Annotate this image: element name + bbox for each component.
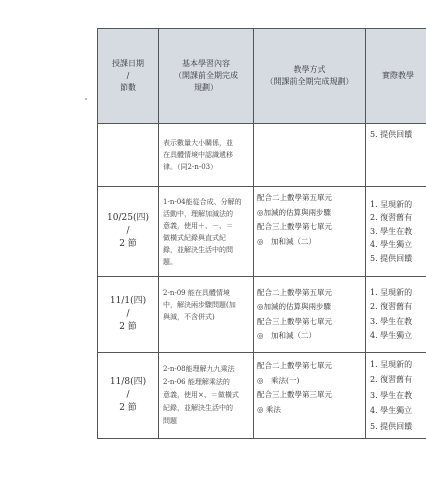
cell-method [254, 187, 366, 277]
cell-date [98, 353, 159, 439]
actual-line: 2. 復習舊有 [370, 213, 413, 223]
table-header-row [98, 29, 426, 124]
header-date-line: / [126, 71, 130, 80]
content-line: 1-n-04能從合成、分解的 [163, 197, 242, 206]
actual-line: 5. 提供回饋 [370, 130, 413, 139]
actual-line: 3. 學生在教 [370, 316, 413, 326]
actual-line: 5. 提供回饋 [370, 253, 413, 263]
cell-content [159, 353, 254, 439]
header-method [254, 29, 366, 124]
date-line: 10/25(四) [107, 213, 149, 223]
method-line: ◎加減的估算與兩步驟 [257, 302, 332, 311]
actual-line: 2. 復習舊有 [370, 375, 413, 385]
header-date [98, 29, 159, 124]
scan-speck [85, 98, 87, 100]
method-line: ◎ 加和減（二） [257, 236, 317, 246]
date-line: / [126, 226, 130, 236]
header-date-line: 授課日期 [112, 59, 144, 68]
content-line: 表示數量大小關係，並 [163, 139, 233, 147]
content-line: 中，解決兩步驟問題(加 [163, 301, 236, 309]
date-line: / [126, 390, 130, 400]
actual-line: 4. 學生獨立 [370, 406, 413, 416]
header-method-line: 教學方式 [293, 65, 326, 74]
cell-method [254, 124, 366, 187]
cell-date [98, 124, 159, 187]
header-method-line: （開課前全期完成規劃） [265, 77, 354, 86]
date-line: 2 節 [119, 322, 137, 332]
cell-content [159, 277, 254, 353]
lesson-plan-table [97, 28, 426, 439]
content-line: 做橫式紀錄與直式紀 [163, 233, 226, 242]
date-line: / [126, 309, 130, 319]
content-line: 律。（同2-n-03） [163, 163, 218, 171]
cell-actual [366, 353, 426, 439]
method-line: 配合三上數學第七單元 [257, 316, 332, 326]
content-line: 2-n-09 能在具體情境 [163, 289, 230, 297]
method-line: ◎ 乘法(一) [257, 375, 300, 385]
method-line: 配合二上數學第五單元 [257, 193, 332, 202]
date-line: 11/8(四) [109, 377, 147, 387]
cell-date [98, 187, 159, 277]
actual-line: 2. 復習舊有 [370, 302, 413, 311]
method-line: ◎加減的估算與兩步驟 [257, 207, 332, 217]
content-line: 與減，不含併式) [163, 313, 215, 321]
date-line: 2 節 [119, 403, 137, 413]
actual-line: 3. 學生在教 [370, 226, 413, 236]
actual-line: 5. 提供回饋 [370, 421, 413, 431]
actual-line: 1. 呈現新的 [370, 359, 413, 369]
header-content-line: 規劃） [194, 83, 218, 92]
header-actual-line: 實際教學 [382, 71, 414, 80]
header-content-line: 基本學習內容 [182, 59, 230, 68]
method-line: ◎ 乘法 [257, 404, 281, 414]
actual-line: 4. 學生獨立 [370, 240, 413, 250]
actual-line: 1. 呈現新的 [370, 199, 413, 209]
date-line: 2 節 [119, 239, 137, 249]
header-actual [366, 29, 426, 124]
method-line: 配合二上數學第五單元 [257, 287, 332, 297]
content-line: 意義，使用×、＝做橫式 [163, 391, 239, 399]
header-content [159, 29, 254, 124]
content-line: 紀錄，並解決生活中的 [163, 404, 233, 412]
table-row [98, 277, 426, 353]
cell-content [159, 124, 254, 187]
cell-actual [366, 124, 426, 187]
content-line: 題。 [163, 257, 177, 266]
cell-method [254, 353, 366, 439]
content-line: 2-n-08能理解九九乘法 [163, 365, 235, 373]
date-line: 11/1(四) [109, 296, 147, 306]
method-line: ◎ 加和減（二） [257, 331, 317, 340]
content-line: 意義，使用＋、－、＝ [163, 221, 233, 230]
content-line: 問題 [163, 417, 177, 425]
cell-actual [366, 187, 426, 277]
actual-line: 1. 呈現新的 [370, 287, 413, 297]
content-line: 在具體情境中認識遞移 [163, 151, 233, 159]
cell-date [98, 277, 159, 353]
header-content-line: （開課前全期完成 [174, 71, 238, 80]
cell-method [254, 277, 366, 353]
method-line: 配合三上數學第七單元 [257, 222, 332, 231]
header-date-line: 節數 [120, 83, 136, 92]
actual-line: 4. 學生獨立 [370, 331, 413, 340]
table-row [98, 187, 426, 277]
content-line: 活動中，理解加減法的 [163, 209, 233, 218]
cell-content [159, 187, 254, 277]
actual-line: 3. 學生在教 [370, 390, 413, 400]
table-row [98, 124, 426, 187]
table-row [98, 353, 426, 439]
method-line: 配合二上數學第七單元 [257, 361, 332, 370]
content-line: 2-n-06 能理解乘法的 [163, 378, 230, 386]
method-line: 配合三上數學第三單元 [257, 390, 332, 399]
content-line: 錄，並解決生活中的問 [163, 245, 233, 254]
cell-actual [366, 277, 426, 353]
